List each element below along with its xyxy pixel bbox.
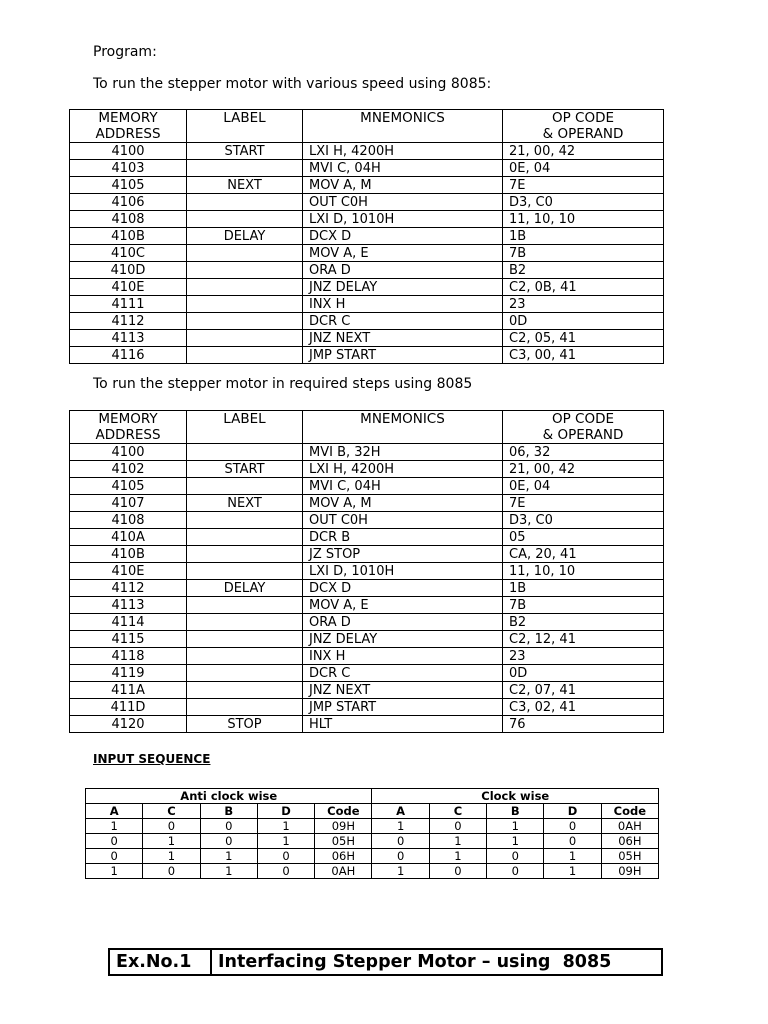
label-cell [187, 478, 303, 495]
sequence-cell: 0AH [315, 864, 372, 879]
sequence-column-header: D [544, 804, 601, 819]
memory-address-cell: 410B [70, 228, 187, 245]
memory-address-cell: 4111 [70, 296, 187, 313]
label-cell [187, 614, 303, 631]
label-cell: STOP [187, 716, 303, 733]
sequence-column-header: B [200, 804, 257, 819]
label-cell [187, 211, 303, 228]
opcode-cell: 23 [503, 648, 664, 665]
opcode-cell: 05 [503, 529, 664, 546]
header-label: LABEL [187, 110, 303, 143]
sequence-column-header: A [86, 804, 143, 819]
sequence-column-header: C [429, 804, 486, 819]
label-cell: DELAY [187, 228, 303, 245]
mnemonic-cell: ORA D [303, 614, 503, 631]
sequence-cell: 1 [86, 864, 143, 879]
table-row [70, 262, 664, 279]
opcode-cell: 0E, 04 [503, 478, 664, 495]
table-row [70, 279, 664, 296]
mnemonic-cell: LXI D, 1010H [303, 211, 503, 228]
sequence-cell: 0 [544, 819, 601, 834]
table-row [70, 160, 664, 177]
label-cell [187, 648, 303, 665]
table-row [70, 580, 664, 597]
label-cell: NEXT [187, 177, 303, 194]
mnemonic-cell: LXI H, 4200H [303, 143, 503, 160]
opcode-cell: C3, 02, 41 [503, 699, 664, 716]
mnemonic-cell: DCX D [303, 580, 503, 597]
opcode-cell: 7E [503, 495, 664, 512]
sequence-cell: 0 [143, 819, 200, 834]
program-table-various-speed [69, 109, 664, 364]
label-cell: START [187, 461, 303, 478]
label-cell [187, 631, 303, 648]
mnemonic-cell: JMP START [303, 699, 503, 716]
table-row [70, 330, 664, 347]
table-row [70, 563, 664, 580]
label-cell [187, 194, 303, 211]
sequence-cell: 1 [257, 834, 314, 849]
label-cell [187, 699, 303, 716]
memory-address-cell: 410C [70, 245, 187, 262]
table-row [70, 682, 664, 699]
mnemonic-cell: MOV A, E [303, 245, 503, 262]
sequence-cell: 0 [86, 834, 143, 849]
header-opcode-operand: OP CODE & OPERAND [503, 110, 664, 143]
section2-title: To run the stepper motor in required steps using 8085 [93, 376, 473, 392]
opcode-cell: 23 [503, 296, 664, 313]
table-row [70, 614, 664, 631]
table-row [70, 512, 664, 529]
memory-address-cell: 410A [70, 529, 187, 546]
sequence-column-header: A [372, 804, 429, 819]
label-cell [187, 512, 303, 529]
program-table-required-steps [69, 410, 664, 733]
label-cell [187, 279, 303, 296]
label-cell: NEXT [187, 495, 303, 512]
label-cell [187, 262, 303, 279]
sequence-cell: 05H [601, 849, 658, 864]
label-cell [187, 529, 303, 546]
sequence-cell: 0 [487, 849, 544, 864]
mnemonic-cell: MOV A, M [303, 177, 503, 194]
sequence-cell: 1 [200, 849, 257, 864]
sequence-cell: 09H [315, 819, 372, 834]
memory-address-cell: 411D [70, 699, 187, 716]
header-mnemonics: MNEMONICS [303, 411, 503, 444]
opcode-cell: C2, 12, 41 [503, 631, 664, 648]
sequence-column-header: B [487, 804, 544, 819]
sequence-cell: 1 [544, 849, 601, 864]
mnemonic-cell: JMP START [303, 347, 503, 364]
memory-address-cell: 4114 [70, 614, 187, 631]
opcode-cell: 06, 32 [503, 444, 664, 461]
mnemonic-cell: JNZ DELAY [303, 631, 503, 648]
input-sequence-table [85, 788, 659, 879]
sequence-cell: 1 [487, 819, 544, 834]
label-cell [187, 597, 303, 614]
label-cell [187, 546, 303, 563]
mnemonic-cell: MVI C, 04H [303, 478, 503, 495]
memory-address-cell: 4113 [70, 597, 187, 614]
opcode-cell: 0D [503, 665, 664, 682]
table-row [70, 495, 664, 512]
memory-address-cell: 411A [70, 682, 187, 699]
table-row [70, 716, 664, 733]
label-cell: START [187, 143, 303, 160]
mnemonic-cell: INX H [303, 296, 503, 313]
mnemonic-cell: LXI D, 1010H [303, 563, 503, 580]
sequence-cell: 0 [544, 834, 601, 849]
table-row [70, 296, 664, 313]
sequence-cell: 0 [429, 819, 486, 834]
memory-address-cell: 4120 [70, 716, 187, 733]
sequence-cell: 1 [429, 834, 486, 849]
sequence-cell: 1 [372, 864, 429, 879]
memory-address-cell: 4100 [70, 444, 187, 461]
sequence-cell: 05H [315, 834, 372, 849]
opcode-cell: 7B [503, 597, 664, 614]
table-row [70, 648, 664, 665]
memory-address-cell: 4118 [70, 648, 187, 665]
header-memory-address: MEMORY ADDRESS [70, 110, 187, 143]
memory-address-cell: 4116 [70, 347, 187, 364]
sequence-cell: 1 [143, 849, 200, 864]
sequence-column-header: Code [601, 804, 658, 819]
opcode-cell: D3, C0 [503, 194, 664, 211]
table-row [70, 529, 664, 546]
sequence-cell: 0 [372, 834, 429, 849]
opcode-cell: 1B [503, 580, 664, 597]
mnemonic-cell: DCR B [303, 529, 503, 546]
sequence-column-header: Code [315, 804, 372, 819]
mnemonic-cell: MOV A, M [303, 495, 503, 512]
memory-address-cell: 4100 [70, 143, 187, 160]
table-row [70, 143, 664, 160]
sequence-row [86, 864, 659, 879]
mnemonic-cell: HLT [303, 716, 503, 733]
header-memory-address: MEMORY ADDRESS [70, 411, 187, 444]
label-cell [187, 296, 303, 313]
table-row [70, 211, 664, 228]
opcode-cell: C2, 05, 41 [503, 330, 664, 347]
label-cell [187, 330, 303, 347]
table-row [70, 478, 664, 495]
mnemonic-cell: MOV A, E [303, 597, 503, 614]
sequence-cell: 1 [544, 864, 601, 879]
mnemonic-cell: INX H [303, 648, 503, 665]
table-row [70, 177, 664, 194]
memory-address-cell: 410D [70, 262, 187, 279]
sequence-column-header: D [257, 804, 314, 819]
memory-address-cell: 4102 [70, 461, 187, 478]
sequence-cell: 0 [200, 819, 257, 834]
mnemonic-cell: DCR C [303, 665, 503, 682]
memory-address-cell: 4103 [70, 160, 187, 177]
sequence-row [86, 849, 659, 864]
sequence-cell: 0 [429, 864, 486, 879]
mnemonic-cell: MVI B, 32H [303, 444, 503, 461]
mnemonic-cell: JZ STOP [303, 546, 503, 563]
opcode-cell: B2 [503, 262, 664, 279]
memory-address-cell: 4105 [70, 177, 187, 194]
sequence-cell: 0AH [601, 819, 658, 834]
table-row [70, 444, 664, 461]
opcode-cell: 0D [503, 313, 664, 330]
opcode-cell: B2 [503, 614, 664, 631]
opcode-cell: 11, 10, 10 [503, 563, 664, 580]
table-row [70, 597, 664, 614]
sequence-cell: 1 [257, 819, 314, 834]
memory-address-cell: 4113 [70, 330, 187, 347]
label-cell [187, 665, 303, 682]
opcode-cell: C2, 0B, 41 [503, 279, 664, 296]
opcode-cell: 21, 00, 42 [503, 143, 664, 160]
mnemonic-cell: LXI H, 4200H [303, 461, 503, 478]
memory-address-cell: 4119 [70, 665, 187, 682]
label-cell: DELAY [187, 580, 303, 597]
table-row [70, 347, 664, 364]
sequence-cell: 0 [257, 864, 314, 879]
header-opcode-operand: OP CODE & OPERAND [503, 411, 664, 444]
mnemonic-cell: JNZ NEXT [303, 682, 503, 699]
label-cell [187, 682, 303, 699]
table-row [70, 631, 664, 648]
label-cell [187, 563, 303, 580]
label-cell [187, 347, 303, 364]
sequence-cell: 1 [429, 849, 486, 864]
mnemonic-cell: JNZ NEXT [303, 330, 503, 347]
sequence-row [86, 819, 659, 834]
mnemonic-cell: OUT C0H [303, 512, 503, 529]
memory-address-cell: 4112 [70, 580, 187, 597]
opcode-cell: 7B [503, 245, 664, 262]
sequence-cell: 1 [487, 834, 544, 849]
table-row [70, 699, 664, 716]
opcode-cell: 11, 10, 10 [503, 211, 664, 228]
anticlockwise-header: Anti clock wise [86, 789, 372, 804]
sequence-cell: 0 [487, 864, 544, 879]
memory-address-cell: 4107 [70, 495, 187, 512]
sequence-cell: 06H [315, 849, 372, 864]
exercise-title: Interfacing Stepper Motor – using 8085 [218, 952, 612, 972]
sequence-row [86, 834, 659, 849]
table-row [70, 228, 664, 245]
sequence-cell: 1 [143, 834, 200, 849]
sequence-cell: 1 [86, 819, 143, 834]
sequence-cell: 1 [200, 864, 257, 879]
table-row [70, 313, 664, 330]
label-cell [187, 160, 303, 177]
memory-address-cell: 410E [70, 563, 187, 580]
memory-address-cell: 4106 [70, 194, 187, 211]
exercise-number: Ex.No.1 [110, 950, 212, 974]
mnemonic-cell: DCX D [303, 228, 503, 245]
memory-address-cell: 4105 [70, 478, 187, 495]
opcode-cell: 0E, 04 [503, 160, 664, 177]
opcode-cell: CA, 20, 41 [503, 546, 664, 563]
label-cell [187, 313, 303, 330]
memory-address-cell: 410B [70, 546, 187, 563]
table-row [70, 461, 664, 478]
memory-address-cell: 4115 [70, 631, 187, 648]
table-row [70, 194, 664, 211]
memory-address-cell: 4108 [70, 211, 187, 228]
opcode-cell: 76 [503, 716, 664, 733]
sequence-cell: 0 [257, 849, 314, 864]
opcode-cell: 1B [503, 228, 664, 245]
mnemonic-cell: JNZ DELAY [303, 279, 503, 296]
opcode-cell: 7E [503, 177, 664, 194]
clockwise-header: Clock wise [372, 789, 659, 804]
memory-address-cell: 410E [70, 279, 187, 296]
memory-address-cell: 4112 [70, 313, 187, 330]
mnemonic-cell: DCR C [303, 313, 503, 330]
footer-box [108, 948, 663, 976]
header-mnemonics: MNEMONICS [303, 110, 503, 143]
label-cell [187, 444, 303, 461]
opcode-cell: D3, C0 [503, 512, 664, 529]
sequence-cell: 09H [601, 864, 658, 879]
header-label: LABEL [187, 411, 303, 444]
table-row [70, 546, 664, 563]
sequence-cell: 0 [86, 849, 143, 864]
memory-address-cell: 4108 [70, 512, 187, 529]
section1-title: To run the stepper motor with various speed using 8085: [93, 76, 492, 92]
label-cell [187, 245, 303, 262]
opcode-cell: C2, 07, 41 [503, 682, 664, 699]
mnemonic-cell: ORA D [303, 262, 503, 279]
sequence-cell: 0 [200, 834, 257, 849]
sequence-cell: 06H [601, 834, 658, 849]
opcode-cell: 21, 00, 42 [503, 461, 664, 478]
mnemonic-cell: OUT C0H [303, 194, 503, 211]
sequence-cell: 0 [143, 864, 200, 879]
mnemonic-cell: MVI C, 04H [303, 160, 503, 177]
table-row [70, 665, 664, 682]
input-sequence-title: INPUT SEQUENCE [93, 752, 211, 766]
sequence-column-header: C [143, 804, 200, 819]
sequence-cell: 0 [372, 849, 429, 864]
opcode-cell: C3, 00, 41 [503, 347, 664, 364]
sequence-cell: 1 [372, 819, 429, 834]
table-row [70, 245, 664, 262]
program-label: Program: [93, 44, 157, 60]
